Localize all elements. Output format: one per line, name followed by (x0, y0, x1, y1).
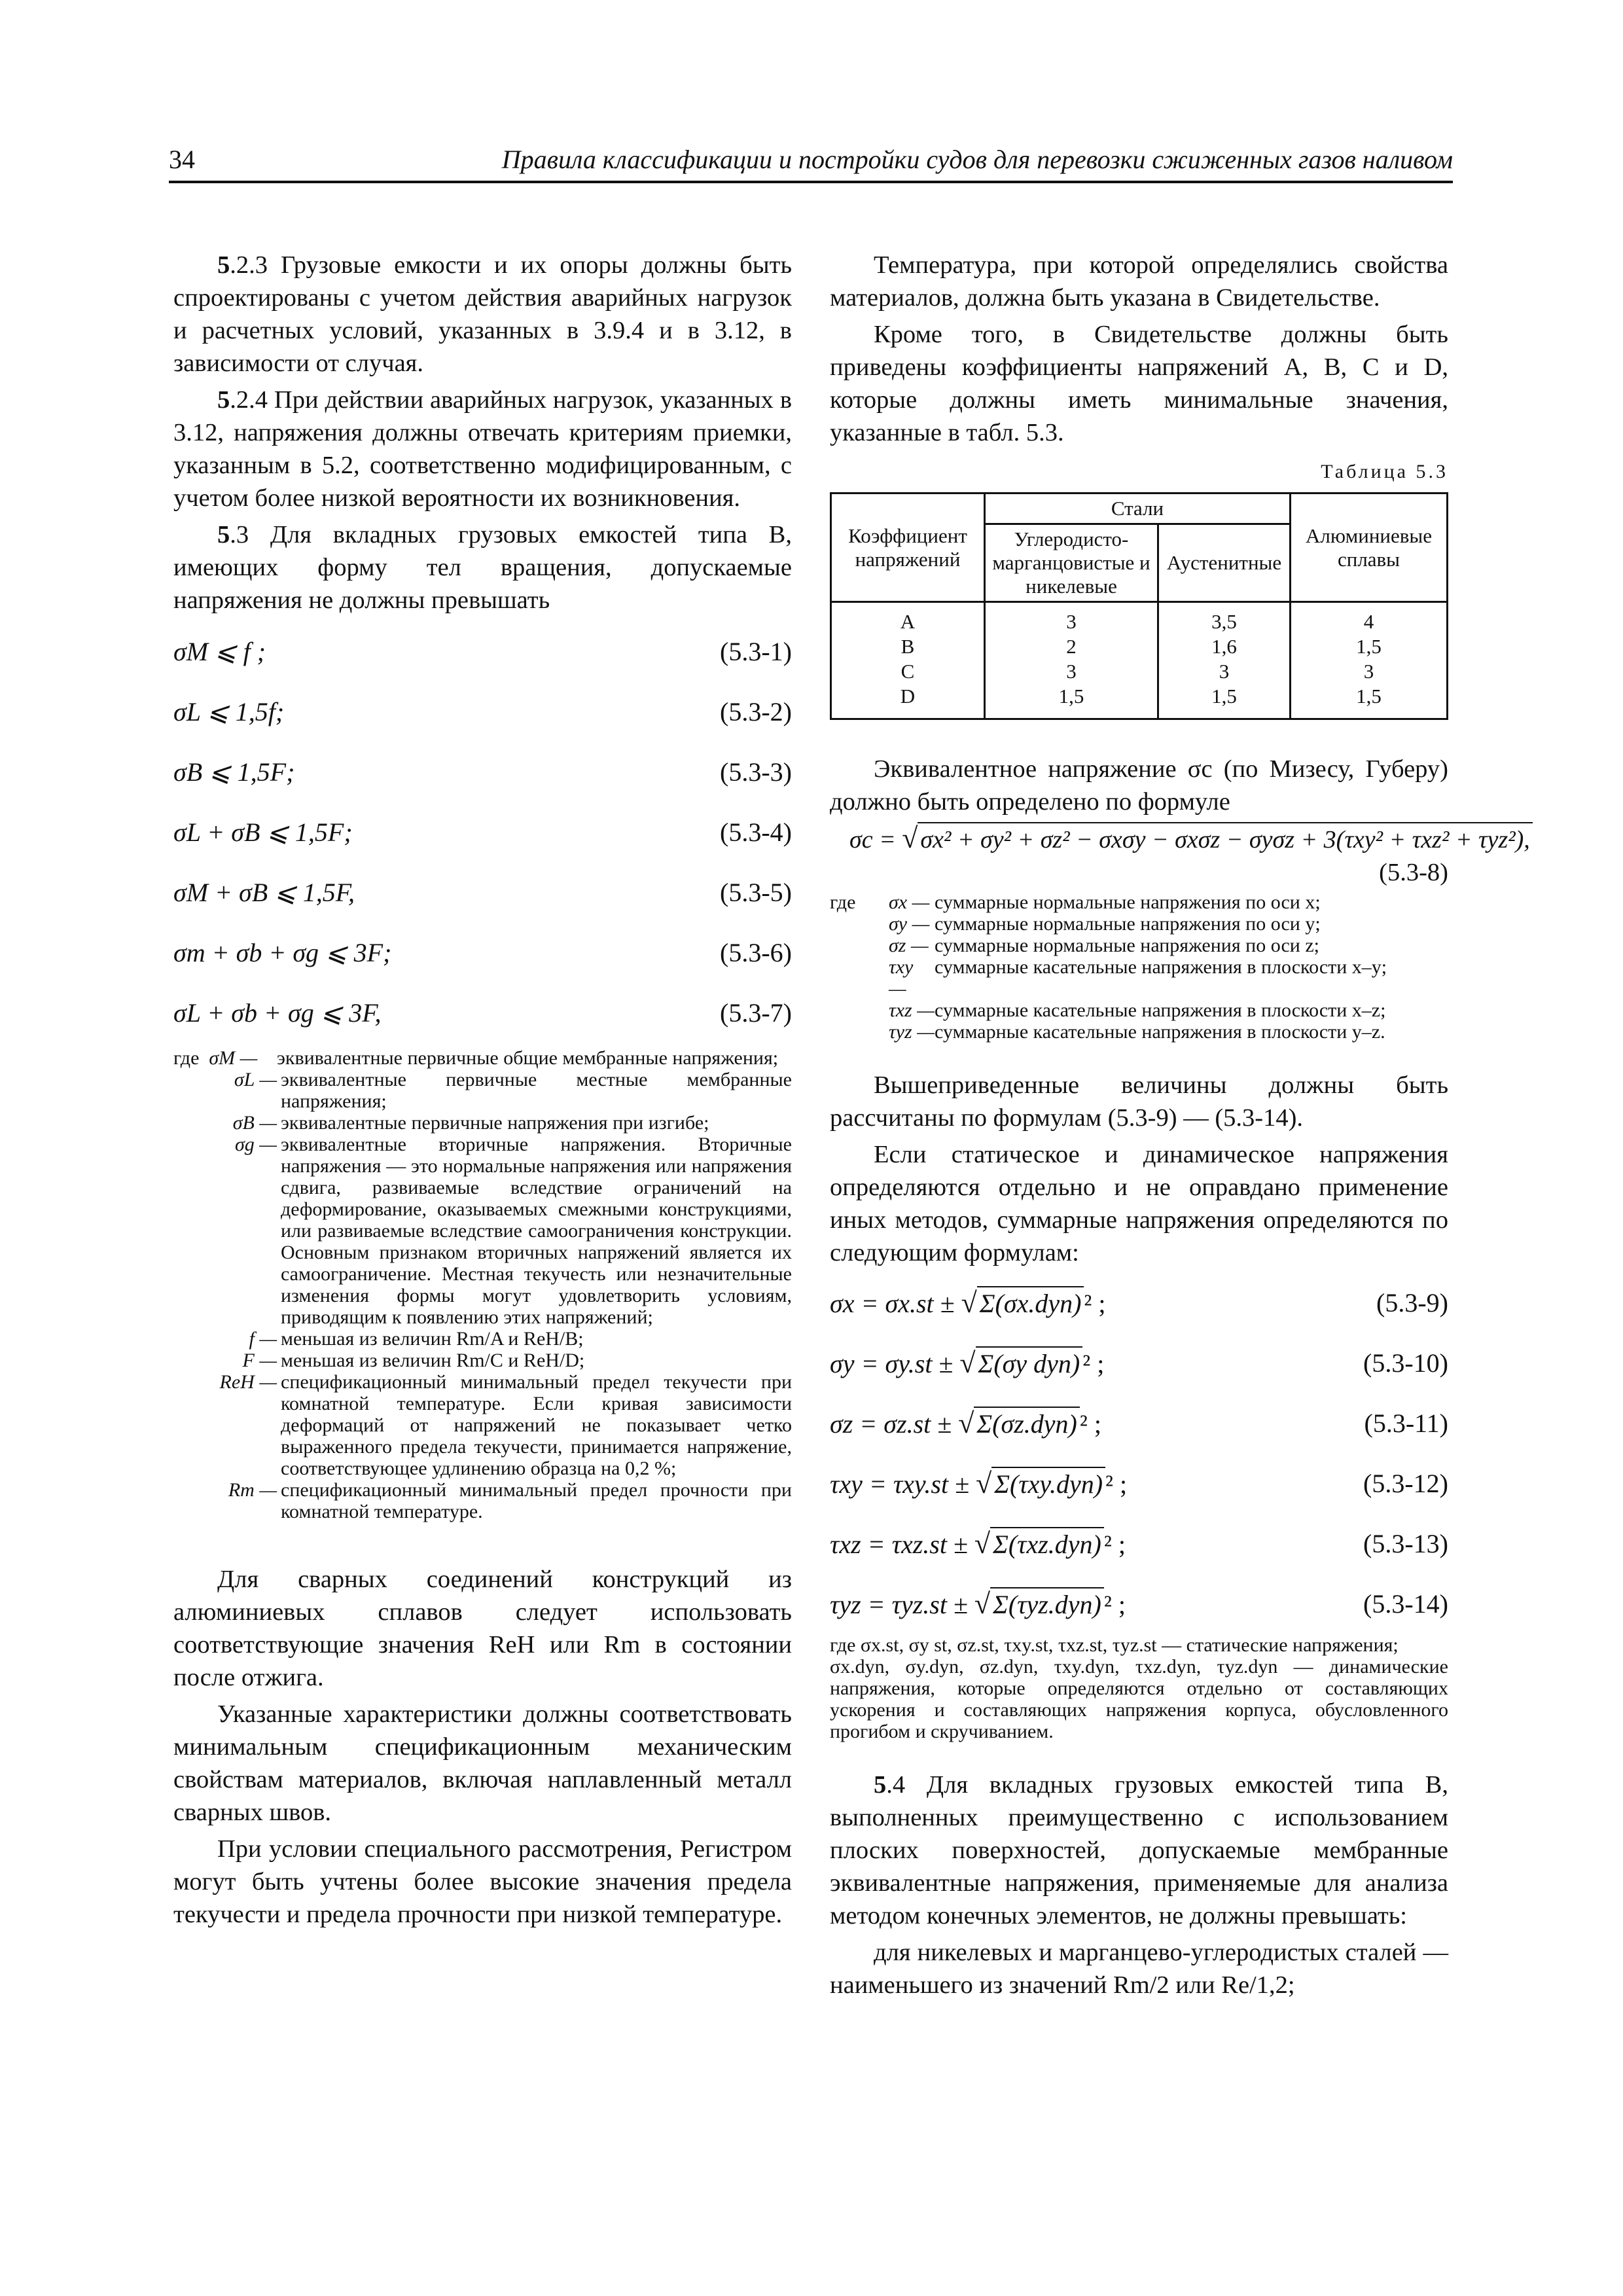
paragraph-aluminium: Для сварных соединений конструкций из алюминиевых сплавов следует использовать соответствующие значения ReH или Rm в состоянии после отжига. (173, 1566, 792, 1691)
sqrt-icon: √ (961, 1287, 977, 1319)
equation-number: (5.3-8) (1379, 859, 1448, 886)
sum-equations (830, 1273, 1448, 1634)
sqrt-icon: √ (958, 1407, 974, 1439)
equation: σB ⩽ 1,5F; (5.3-3) (173, 757, 792, 787)
definition-item: Rm — спецификационный минимальный предел прочности при комнатной температуре. (228, 1479, 792, 1522)
equation: σL + σB ⩽ 1,5F; (5.3-4) (173, 817, 792, 847)
paragraph-static-dynamic: Если статическое и динамическое напряжения определяются отдельно и не оправдано применение иных методов, суммарные напряжения определяются по следующим формулам: (830, 1141, 1448, 1266)
equation: σx = σx.st ± √ Σ(σx.dyn) ² ; (5.3-9) (830, 1287, 1448, 1319)
header-austenitic: Аустенитные (1158, 524, 1291, 602)
paragraph-5-2-4: 5.2.4 При действии аварийных нагрузок, указанных в 3.12, напряжения должны отвечать критериям приемки, указанным в 5.2, соответственно модифицированным, с учетом более низкой вероятности их возникновения. (173, 386, 792, 512)
paragraph-characteristics: Указанные характеристики должны соответствовать минимальным спецификационным механическим свойствам материалов, включая наплавленный металл сварных швов. (173, 1700, 792, 1826)
equation: τxz = τxz.st ± √ Σ(τxz.dyn) ² ; (5.3-13) (830, 1528, 1448, 1560)
definition-item: где σM — эквивалентные первичные общие мембранные напряжения; (173, 1047, 779, 1069)
equation: σL + σb + σg ⩽ 3F, (5.3-7) (173, 998, 792, 1028)
running-title: Правила классификации и постройки судов для перевозки сжиженных газов наливом (501, 145, 1453, 174)
definition-item: где σx — суммарные нормальные напряжения по оси x; (830, 891, 1321, 913)
stress-definitions (830, 891, 1448, 1043)
header-carbon-steel: Углеродисто-марганцовистые и никелевые (985, 524, 1158, 602)
definition-item: σy — суммарные нормальные напряжения по оси y; (889, 913, 1321, 935)
paragraph-special: При условии специального рассмотрения, Регистром могут быть учтены более высокие значения предела текучести и предела прочности при низкой температуре. (173, 1835, 792, 1928)
header-coefficient: Коэффициент напряжений (831, 493, 985, 602)
equation: σz = σz.st ± √ Σ(σz.dyn) ² ; (5.3-11) (830, 1407, 1448, 1439)
definition-item: ReH — спецификационный минимальный предел текучести при комнатной температуре. Если кривая зависимости деформаций от напряжений не показывает четко выраженного предела текучести, принимается напряжение, соответствующее удлинению образца на 0,2 %; (219, 1371, 792, 1479)
table-row: A 3 3,5 4 (831, 602, 1448, 635)
table-caption: Таблица 5.3 (1321, 461, 1448, 482)
static-dynamic-notes (830, 1634, 1448, 1742)
right-column (830, 249, 1530, 2005)
page-header (169, 144, 1453, 183)
paragraph-5-2-3: 5.2.3 Грузовые емкости и их опоры должны быть спроектированы с учетом действия аварийных нагрузок и расчетных условий, указанных в 3.9.4 и в 3.12, в зависимости от случая. (173, 251, 792, 377)
note-static: где σx.st, σy st, σz.st, τxy.st, τxz.st, τyz.st — статические напряжения; (830, 1634, 1399, 1656)
left-column (173, 249, 792, 1935)
page-number: 34 (169, 145, 195, 174)
definition-item: σz — суммарные нормальные напряжения по оси z; (889, 935, 1319, 956)
definition-item: τyz — суммарные касательные напряжения в плоскости y–z. (889, 1021, 1385, 1043)
paragraph-mises: Эквивалентное напряжение σc (по Мизесу, Губеру) должно быть определено по формуле (830, 755, 1448, 816)
definition-item: σg — эквивалентные вторичные напряжения. Вторичные напряжения — это нормальные напряжения или напряжения сдвига, развиваемые вследствие ограничений на деформирование, оказываемых смежными конструкциями, или развиваемые вследствие самоограничения конструкции. Основным признаком вторичных напряжений является их самоограничение. Местная текучесть или незначительные изменения формы могут удовлетворить условиям, приводящим к появлению этих напряжений; (235, 1134, 792, 1328)
equation: σL ⩽ 1,5f; (5.3-2) (173, 697, 792, 726)
header-steels: Стали (985, 493, 1291, 524)
table-row: C 3 3 3 (831, 659, 1448, 684)
equation: σM + σB ⩽ 1,5F, (5.3-5) (173, 878, 792, 907)
paragraph-5-3: 5.3 Для вкладных грузовых емкостей типа B, имеющих форму тел вращения, допускаемые напряжения не должны превышать (173, 521, 792, 614)
paragraph-coefficients: Кроме того, в Свидетельстве должны быть приведены коэффициенты напряжений A, B, C и D, которые должны иметь минимальные значения, указанные в табл. 5.3. (830, 321, 1448, 446)
table-row: B 2 1,6 1,5 (831, 634, 1448, 659)
equation: σm + σb + σg ⩽ 3F; (5.3-6) (173, 938, 792, 967)
mises-equation: σc = √ σx² + σy² + σz² − σxσy − σxσz − σyσz + 3(τxy² + τxz² + τyz²), (849, 822, 1448, 856)
sqrt-icon: √ (959, 1347, 976, 1379)
paragraph-calculated: Вышеприведенные величины должны быть рассчитаны по формулам (5.3-9) — (5.3-14). (830, 1071, 1448, 1132)
sqrt-icon: √ (974, 1528, 991, 1560)
header-aluminium: Алюминиевые сплавы (1291, 493, 1448, 602)
table-5-3 (830, 492, 1448, 720)
paragraph-temperature: Температура, при которой определялись свойства материалов, должна быть указана в Свидетельстве. (830, 251, 1448, 312)
definition-item: τxy — суммарные касательные напряжения в плоскости x–y; (889, 956, 1387, 999)
paragraph-5-4: 5.4 Для вкладных грузовых емкостей типа B, выполненных преимущественно с использованием плоских поверхностей, допускаемые мембранные эквивалентные напряжения, применяемые для анализа методом конечных элементов, не должны превышать: (830, 1771, 1448, 1929)
definition-item: τxz — суммарные касательные напряжения в плоскости x–z; (889, 999, 1386, 1021)
table-row: D 1,5 1,5 1,5 (831, 684, 1448, 719)
sqrt-icon: √ (902, 822, 918, 854)
definition-item: σL — эквивалентные первичные местные мембранные напряжения; (234, 1069, 792, 1112)
definition-item: F — меньшая из величин Rm/C и ReH/D; (242, 1350, 585, 1371)
equation: σy = σy.st ± √ Σ(σy dyn) ² ; (5.3-10) (830, 1347, 1448, 1379)
definitions-list (173, 1047, 792, 1522)
equation: τyz = τyz.st ± √ Σ(τyz.dyn) ² ; (5.3-14) (830, 1588, 1448, 1620)
definition-item: σB — эквивалентные первичные напряжения при изгибе; (232, 1112, 709, 1134)
paragraph-nickel-steels: для никелевых и марганцево-углеродистых сталей — наименьшего из значений Rm/2 или Re/1,2; (830, 1939, 1448, 1999)
note-dynamic: σx.dyn, σy.dyn, σz.dyn, τxy.dyn, τxz.dyn, τyz.dyn — динамические напряжения, которые определяются отдельно от составляющих ускорения и составляющих напряжения корпуса, обусловленного прогибом и скручиванием. (830, 1656, 1448, 1742)
equation: τxy = τxy.st ± √ Σ(τxy.dyn) ² ; (5.3-12) (830, 1467, 1448, 1499)
equation: σM ⩽ f ; (5.3-1) (173, 637, 792, 666)
sqrt-icon: √ (974, 1588, 991, 1620)
sqrt-icon: √ (976, 1467, 992, 1499)
definition-item: f — меньшая из величин Rm/A и ReH/B; (249, 1328, 584, 1350)
equation-list (173, 622, 792, 1043)
